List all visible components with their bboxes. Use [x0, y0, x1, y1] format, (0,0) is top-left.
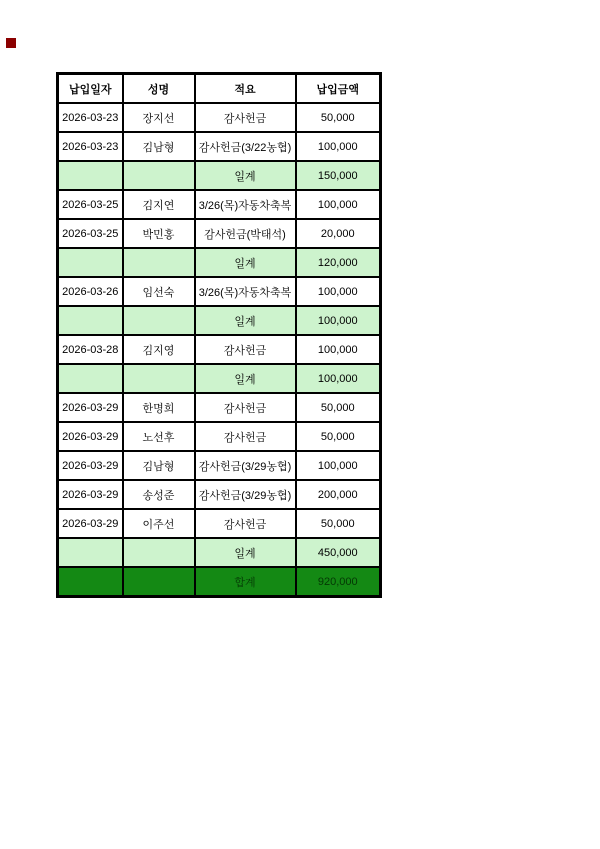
cell-amount: 920,000: [296, 567, 381, 597]
cell-name: [123, 364, 195, 393]
cell-name: 박민홍: [123, 219, 195, 248]
cell-name: 노선후: [123, 422, 195, 451]
cell-desc: 감사헌금: [195, 422, 296, 451]
cell-date: 2026-03-23: [58, 103, 123, 132]
cell-name: [123, 567, 195, 597]
subtotal-row: [58, 538, 381, 567]
cell-desc: 3/26(목)자동차축복: [195, 277, 296, 306]
cell-name: 장지선: [123, 103, 195, 132]
cell-amount: 100,000: [296, 335, 381, 364]
cell-desc: 감사헌금: [195, 509, 296, 538]
payment-table: [56, 72, 382, 598]
cell-date: 2026-03-23: [58, 132, 123, 161]
cell-desc: 감사헌금(3/22농협): [195, 132, 296, 161]
cell-desc: 합계: [195, 567, 296, 597]
cell-amount: 120,000: [296, 248, 381, 277]
cell-amount: 50,000: [296, 103, 381, 132]
cell-name: [123, 161, 195, 190]
cell-amount: 150,000: [296, 161, 381, 190]
cell-amount: 50,000: [296, 509, 381, 538]
header-amount: 납입금액: [296, 74, 381, 104]
cell-date: 2026-03-25: [58, 219, 123, 248]
cell-amount: 100,000: [296, 190, 381, 219]
cell-desc: 감사헌금: [195, 335, 296, 364]
table-row: [58, 103, 381, 132]
table-row: [58, 480, 381, 509]
cell-date: 2026-03-29: [58, 451, 123, 480]
cell-name: 김남형: [123, 451, 195, 480]
cell-date: [58, 567, 123, 597]
cell-desc: 감사헌금: [195, 103, 296, 132]
cell-name: [123, 306, 195, 335]
cell-desc: 일계: [195, 161, 296, 190]
cell-desc: 감사헌금(3/29농협): [195, 451, 296, 480]
cell-name: [123, 538, 195, 567]
cell-desc: 일계: [195, 248, 296, 277]
table-row: [58, 335, 381, 364]
table-row: [58, 277, 381, 306]
table-row: [58, 132, 381, 161]
subtotal-row: [58, 364, 381, 393]
table-row: [58, 422, 381, 451]
cell-desc: 일계: [195, 538, 296, 567]
cell-name: 김지영: [123, 335, 195, 364]
table-row: [58, 509, 381, 538]
subtotal-row: [58, 161, 381, 190]
cell-amount: 50,000: [296, 393, 381, 422]
cell-desc: 3/26(목)자동차축복: [195, 190, 296, 219]
cell-amount: 100,000: [296, 451, 381, 480]
cell-name: [123, 248, 195, 277]
cell-amount: 100,000: [296, 364, 381, 393]
cell-amount: 100,000: [296, 306, 381, 335]
cell-amount: 20,000: [296, 219, 381, 248]
cell-date: 2026-03-29: [58, 509, 123, 538]
cell-desc: 일계: [195, 364, 296, 393]
header-name: 성명: [123, 74, 195, 104]
cell-date: [58, 248, 123, 277]
cell-amount: 450,000: [296, 538, 381, 567]
cell-desc: 감사헌금: [195, 393, 296, 422]
cell-name: 김남형: [123, 132, 195, 161]
cell-date: 2026-03-28: [58, 335, 123, 364]
red-marker-icon: [6, 38, 16, 48]
table-row: [58, 393, 381, 422]
cell-desc: 감사헌금(3/29농협): [195, 480, 296, 509]
cell-date: 2026-03-29: [58, 480, 123, 509]
cell-date: [58, 161, 123, 190]
cell-date: 2026-03-29: [58, 422, 123, 451]
cell-name: 한명희: [123, 393, 195, 422]
header-date: 납입일자: [58, 74, 123, 104]
cell-name: 김지연: [123, 190, 195, 219]
header-desc: 적요: [195, 74, 296, 104]
cell-date: [58, 364, 123, 393]
cell-name: 이주선: [123, 509, 195, 538]
subtotal-row: [58, 306, 381, 335]
cell-desc: 일계: [195, 306, 296, 335]
cell-date: [58, 306, 123, 335]
cell-amount: 100,000: [296, 277, 381, 306]
cell-amount: 100,000: [296, 132, 381, 161]
cell-name: 임선숙: [123, 277, 195, 306]
table-row: [58, 451, 381, 480]
cell-date: [58, 538, 123, 567]
cell-amount: 50,000: [296, 422, 381, 451]
table-header-row: [58, 74, 381, 104]
cell-date: 2026-03-25: [58, 190, 123, 219]
cell-date: 2026-03-26: [58, 277, 123, 306]
cell-date: 2026-03-29: [58, 393, 123, 422]
cell-name: 송성준: [123, 480, 195, 509]
cell-amount: 200,000: [296, 480, 381, 509]
subtotal-row: [58, 248, 381, 277]
cell-desc: 감사헌금(박태석): [195, 219, 296, 248]
table-row: [58, 219, 381, 248]
table-row: [58, 190, 381, 219]
grand-total-row: [58, 567, 381, 597]
